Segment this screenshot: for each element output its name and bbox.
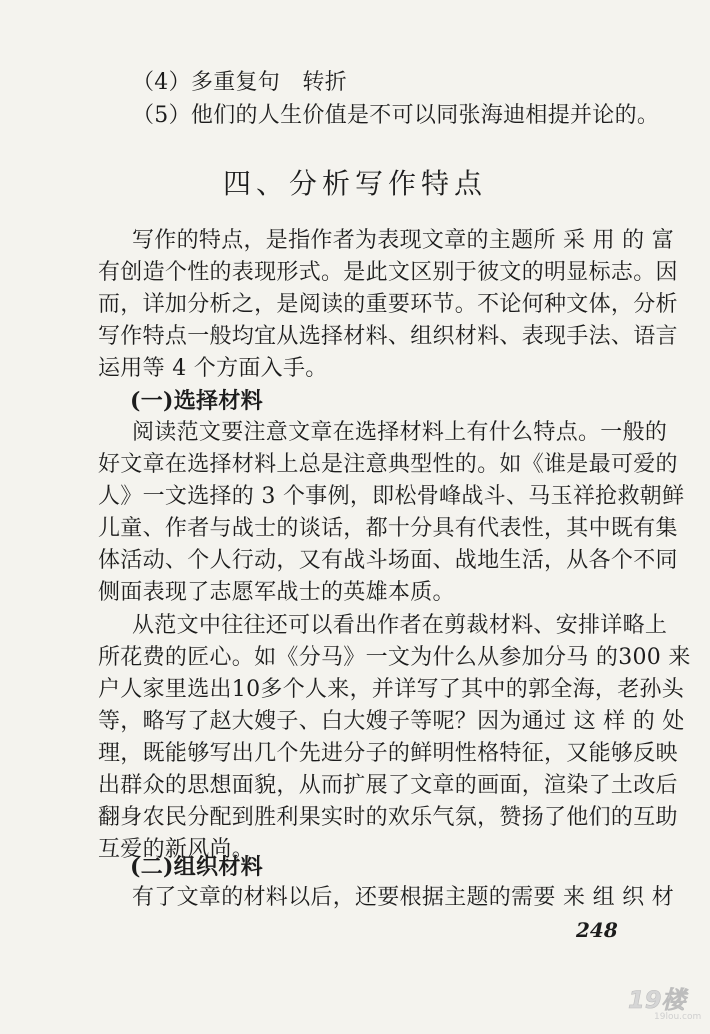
- subsection-heading-2: (二)组织材料: [130, 854, 263, 880]
- paragraph-line: 有了文章的材料以后，还要根据主题的需要 来 组 织 材: [132, 885, 675, 910]
- intro-line: 运用等 4 个方面入手。: [98, 356, 328, 381]
- watermark-url: 19lou.com: [654, 1012, 702, 1022]
- intro-line: 有创造个性的表现形式。是此文区别于彼文的明显标志。因: [98, 260, 678, 285]
- paragraph-line: 出群众的思想面貌，从而扩展了文章的画面，渲染了土改后: [98, 773, 678, 798]
- paragraph-line: 人》一文选择的 3 个事例，即松骨峰战斗、马玉祥抢救朝鲜: [98, 484, 685, 509]
- svg-text:19楼: 19楼: [628, 986, 686, 1014]
- paragraph-line: 互爱的新风尚。: [98, 837, 255, 862]
- paragraph-line: 体活动、个人行动，又有战斗场面、战地生活，从各个不同: [98, 548, 678, 573]
- paragraph-line: 儿童、作者与战士的谈话，都十分具有代表性，其中既有集: [98, 516, 678, 541]
- paragraph-line: 翻身农民分配到胜利果实时的欢乐气氛，赞扬了他们的互助: [98, 805, 678, 830]
- paragraph-line: 从范文中往往还可以看出作者在剪裁材料、安排详略上: [132, 613, 668, 638]
- paragraph-line: 户人家里选出10多个人来，并详写了其中的郭全海，老孙头: [98, 677, 685, 702]
- paragraph-line: 侧面表现了志愿军战士的英雄本质。: [98, 580, 455, 605]
- intro-line: 写作特点一般均宜从选择材料、组织材料、表现手法、语言: [98, 324, 678, 349]
- list-item-4: （4）多重复句 转折: [132, 70, 347, 95]
- paragraph-line: 等，略写了赵大嫂子、白大嫂子等呢？因为通过 这 样 的 处: [98, 709, 685, 734]
- list-item-5: （5）他们的人生价值是不可以同张海迪相提并论的。: [132, 103, 660, 128]
- intro-line: 而，详加分析之，是阅读的重要环节。不论何种文体，分析: [98, 292, 678, 317]
- paragraph-line: 好文章在选择材料上总是注意典型性的。如《谁是最可爱的: [98, 452, 678, 477]
- subsection-heading-1: (一)选择材料: [130, 388, 263, 414]
- paragraph-line: 所花费的匠心。如《分马》一文为什么从参加分马 的300 来: [98, 645, 691, 670]
- intro-line: 写作的特点，是指作者为表现文章的主题所 采 用 的 富: [132, 228, 675, 253]
- paragraph-line: 阅读范文要注意文章在选择材料上有什么特点。一般的: [132, 420, 668, 445]
- page-number: 248: [576, 918, 618, 942]
- paragraph-line: 理，既能够写出几个先进分子的鲜明性格特征，又能够反映: [98, 741, 678, 766]
- section-heading: 四、分析写作特点: [222, 167, 487, 200]
